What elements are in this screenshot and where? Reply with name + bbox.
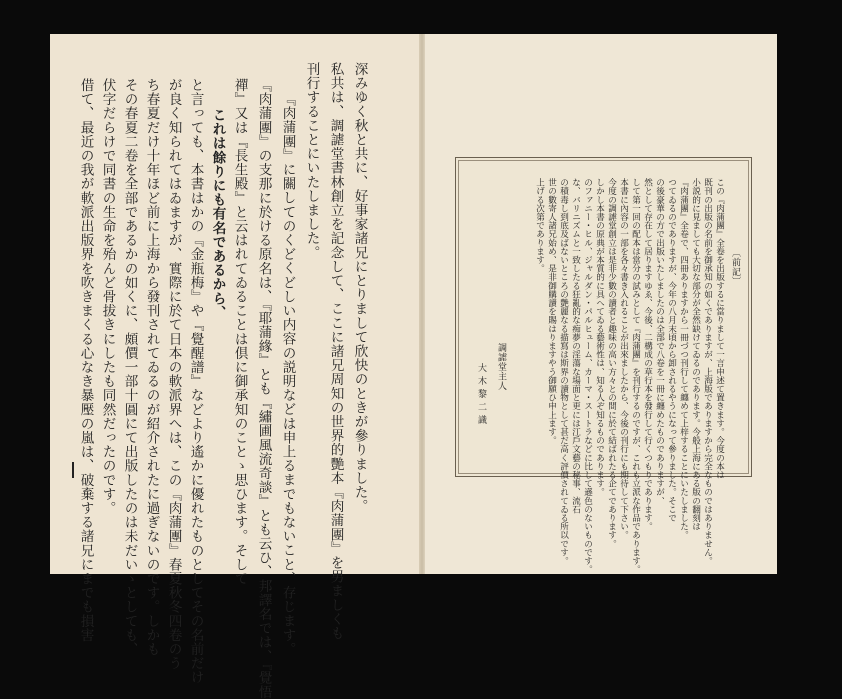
preface-column: 本書に內容の一部を各々書き入れることが出來ましたから、今後の刊行にも期待して下さい。 [618, 178, 629, 540]
preface-column: の後豪華の方で出版いたしましたのは全部で八卷を一冊に纏めたものでありますが、 [654, 178, 665, 505]
preface-column: 既刊の出版の名前を御承知の如くでありますが、上海版でありますから完全なものではありません。 [702, 178, 713, 565]
left-column: その春夏二卷を全部であるかの如くに、頗價一部十圓にて出版したのは未だいゝとしても、 [121, 78, 138, 657]
left-column: 刊行することにいたしました。 [303, 62, 320, 260]
book-gutter [419, 34, 425, 574]
page-mark [72, 462, 74, 478]
left-column: と言っても、本書はかの『金瓶梅』や『覺醒譜』などより遙かに優れたものとしてその名前だけ [187, 78, 204, 685]
preface-column: な、バリニズムと一致したる狂亂的な痴夢の淫蕩な場面と更には江戶文藝の秘事、流石 [570, 178, 581, 514]
preface-heading: 〔前記〕 [730, 248, 740, 286]
preface-column: つてゐるのでありますが、今年の八月末頃から卸されるやうになって參りました。そこで [666, 178, 677, 522]
preface-column: のファニー・ヒル、ジャルダン・パルヒューム、カーマ・スートラなどに比して遜色のないものです。 [582, 178, 593, 574]
left-column: ち春夏だけ十年ほど前に上海から發刊されてゐるのが紹介されたに過ぎないのです。しかも [143, 78, 160, 657]
preface-column: 上げる次第であります。 [534, 178, 545, 273]
left-column: 借て、最近の我が軟派出版界を吹きまくる心なき暴壓の嵐は、破棄する諸兄にまでも損害 [77, 78, 94, 642]
left-column: 『肉蒲團』の支那に於ける原名は、『耶蒲緣』とも『繡圃風流奇談』とも云ひ、邦譯名では、『覺悟 [255, 78, 272, 699]
left-column: これは餘りにも有名であるから、 [209, 108, 226, 320]
preface-signature-company: 調謔堂主人 [496, 343, 506, 391]
preface-column: この『肉蒲團』全卷を出版するに當りまして一言申述て置きます。今度の本は [714, 178, 725, 479]
left-column: 『肉蒲團』に關してのくどくどしい内容の説明などは申上るまでもないこと、存じます。 [279, 92, 296, 656]
preface-column: しかし本書の原典が本質的に具へてゐる藝術性は、知る人ぞ知るものであります。 [594, 178, 605, 497]
left-column: 禪』又は『長生殿』と云はれてゐることは倶に御承知のことゝ思ひます。そして [231, 78, 248, 586]
preface-frame [455, 157, 752, 574]
preface-column: 小説的に見ましても大切な部分が全然缺けてゐるのであります。今般上海にある版の翻刻は [690, 178, 701, 531]
preface-column: の積毒し到底及ばないところの艶麗なる描寫は斯界の讀物として甚だ高く評價されてゐる所以です。 [558, 178, 569, 565]
preface-column: 今度の調謔堂創立は是非少數の讀者と趣味の高い方々との間に於て結ばれたる企てであります。 [606, 178, 617, 548]
left-column: が良く知られてはゐますが、實際に於て日本の軟派界へは、この『肉蒲團』春夏秋冬四卷のう [165, 78, 182, 671]
preface-column: 『肉蒲團』全卷で、四冊ありますから一冊づつ刊行して纏めて上梓することにいたしました。 [678, 178, 689, 540]
left-column: 深みゆく秋と共に、好事家諸兄にとりまして欣快のときが參りました。 [351, 62, 368, 514]
preface-signature-name: 大木黎二識 [476, 363, 486, 428]
preface-column: して第一回の配本は當分の試みとして『肉蒲團』を刊行するのですが、これも立派な作品であります。 [630, 178, 641, 574]
preface-column: 世の數寄人諸兄始め、是非御購讀を賜はりますやう御願ひ申上ます。 [546, 178, 557, 445]
left-column: 私共は、調謔堂書林創立を記念して、ここに諸兄周知の世界的艷本『肉蒲團』を男ましくも [327, 62, 344, 641]
left-column: 伏字だらけで同書の生命を殆んど骨拔きにしたも同然だったのです。 [99, 78, 116, 516]
preface-column: 然として存在して居りますゆゑ、今後、二構成の草行本を發行して行くつもりであります。 [642, 178, 653, 531]
